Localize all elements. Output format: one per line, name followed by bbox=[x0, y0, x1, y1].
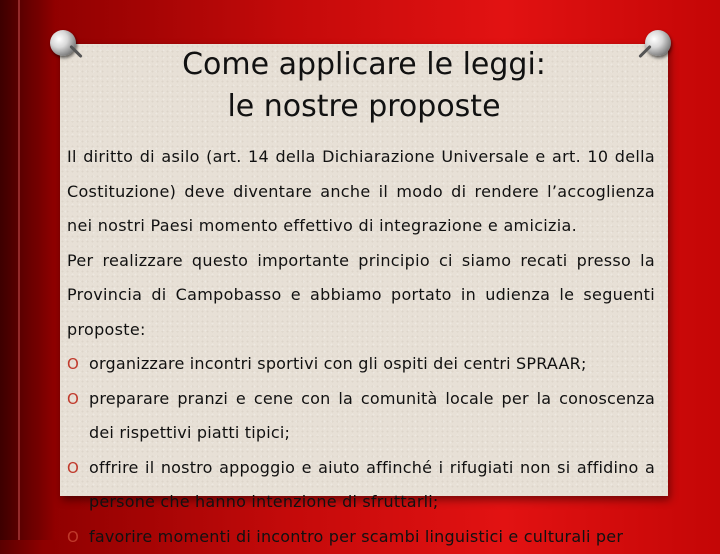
slide-title bbox=[60, 44, 668, 128]
list-item bbox=[67, 382, 655, 451]
list-item-text: organizzare incontri sportivi con gli ospiti dei centri SPRAAR; bbox=[89, 354, 587, 373]
decorative-line bbox=[18, 0, 20, 540]
title-line-1: Come applicare le leggi: bbox=[60, 44, 668, 86]
slide-body bbox=[67, 140, 655, 554]
paragraph-1: Il diritto di asilo (art. 14 della Dichiarazione Universale e art. 10 della Costituzione) deve diventare anche il modo di rendere l’accoglienza nei nostri Paesi momento effettivo di integrazione e amicizia. bbox=[67, 140, 655, 244]
list-item-text: favorire momenti di incontro per scambi linguistici e culturali per bbox=[89, 527, 623, 546]
bullet-marker-icon: O bbox=[67, 520, 79, 554]
bullet-marker-icon: O bbox=[67, 347, 79, 382]
list-item-text: preparare pranzi e cene con la comunità locale per la conoscenza dei rispettivi piatti tipici; bbox=[89, 389, 655, 443]
title-line-2: le nostre proposte bbox=[60, 86, 668, 128]
left-dark-band bbox=[0, 0, 55, 540]
list-item bbox=[67, 451, 655, 520]
paragraph-2: Per realizzare questo importante principio ci siamo recati presso la Provincia di Campobasso e abbiamo portato in udienza le seguenti proposte: bbox=[67, 244, 655, 348]
bullet-marker-icon: O bbox=[67, 451, 79, 486]
list-item bbox=[67, 520, 655, 554]
list-item-text: offrire il nostro appoggio e aiuto affinché i rifugiati non si affidino a persone che hanno intenzione di sfruttarli; bbox=[89, 458, 655, 512]
list-item bbox=[67, 347, 655, 382]
bullet-marker-icon: O bbox=[67, 382, 79, 417]
proposals-list bbox=[67, 347, 655, 554]
